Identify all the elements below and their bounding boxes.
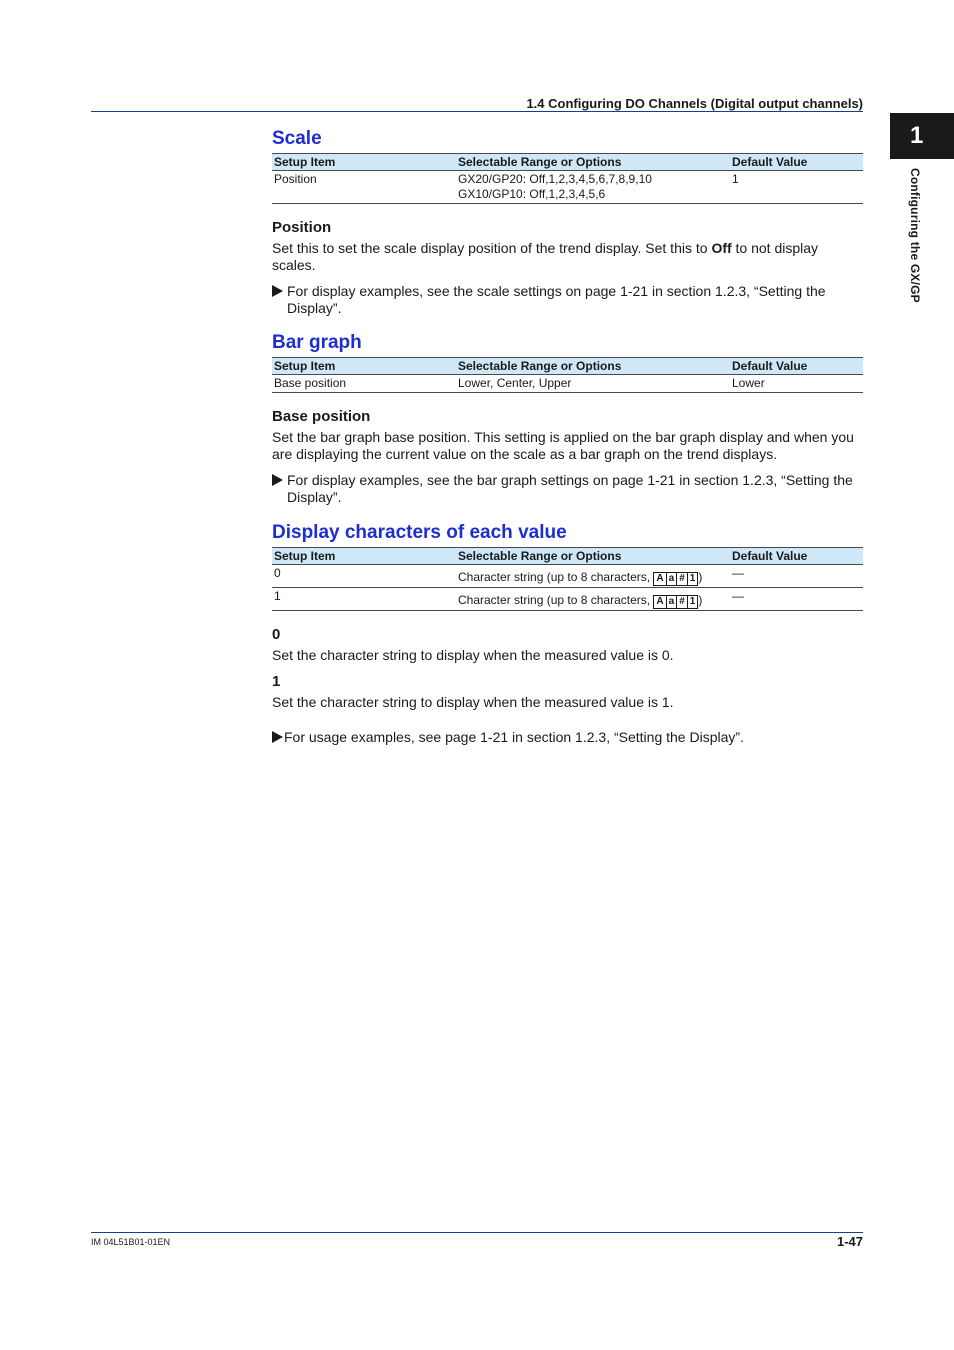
reference-arrow-icon <box>272 474 283 486</box>
character-type-keys-icon <box>653 595 698 609</box>
key-symbol: # <box>677 596 688 608</box>
section-header: 1.4 Configuring DO Channels (Digital output channels) <box>526 96 863 111</box>
value-0-description: Set the character string to display when the measured value is 0. <box>272 647 674 663</box>
display-characters-reference <box>272 729 863 746</box>
character-type-keys-icon <box>653 572 698 586</box>
bar-graph-reference <box>272 472 863 506</box>
chapter-side-label: Configuring the GX/GP <box>908 168 922 303</box>
display-characters-table <box>272 547 863 611</box>
table-cell-default: — <box>730 565 863 588</box>
reference-arrow-icon <box>272 285 283 297</box>
scale-reference <box>272 283 863 317</box>
table-row <box>272 565 863 588</box>
key-uppercase: A <box>654 596 666 608</box>
base-position-description: Set the bar graph base position. This setting is applied on the bar graph display and when you are displaying the current value on the scale as a bar graph on the trend displays. <box>272 429 854 462</box>
table-cell-range <box>456 588 730 611</box>
range-text-close: ) <box>698 593 703 607</box>
table-row <box>272 171 863 204</box>
table-cell-range <box>456 171 730 204</box>
key-lowercase: a <box>667 573 678 585</box>
range-text: Character string (up to 8 characters, <box>458 570 654 584</box>
key-lowercase: a <box>667 596 678 608</box>
table-cell-default: 1 <box>730 171 863 204</box>
table-header-range: Selectable Range or Options <box>456 548 730 565</box>
table-header-default: Default Value <box>730 358 863 375</box>
table-row <box>272 588 863 611</box>
table-header-setup-item: Setup Item <box>272 358 456 375</box>
document-id: IM 04L51B01-01EN <box>91 1237 171 1247</box>
reference-text: For display examples, see the bar graph settings on page 1-21 in section 1.2.3, “Setting the Display”. <box>287 472 853 505</box>
table-header-default: Default Value <box>730 154 863 171</box>
reference-text: For usage examples, see page 1-21 in section 1.2.3, “Setting the Display”. <box>284 729 744 745</box>
table-header-setup-item: Setup Item <box>272 154 456 171</box>
table-cell-item: Position <box>272 171 456 204</box>
table-cell-default: Lower <box>730 375 863 393</box>
table-header-range: Selectable Range or Options <box>456 154 730 171</box>
table-header-range: Selectable Range or Options <box>456 358 730 375</box>
position-subheading: Position <box>272 219 332 236</box>
value-1-subheading: 1 <box>272 673 281 690</box>
bold-term: Off <box>711 240 732 256</box>
header-divider <box>91 111 863 112</box>
value-1-description: Set the character string to display when the measured value is 1. <box>272 694 674 710</box>
scale-heading: Scale <box>272 128 322 149</box>
reference-arrow-icon <box>272 731 283 743</box>
range-text-close: ) <box>698 570 703 584</box>
key-number: 1 <box>689 573 696 584</box>
page-number: 1-47 <box>836 1234 863 1249</box>
bar-graph-heading: Bar graph <box>272 332 362 353</box>
key-number: 1 <box>689 596 696 607</box>
key-uppercase: A <box>654 573 666 585</box>
chapter-tab: 1 <box>890 113 954 159</box>
bar-graph-table <box>272 357 863 393</box>
range-text: Character string (up to 8 characters, <box>458 593 654 607</box>
scale-table <box>272 153 863 204</box>
table-header-default: Default Value <box>730 548 863 565</box>
table-cell-range: Lower, Center, Upper <box>456 375 730 393</box>
table-cell-range <box>456 565 730 588</box>
base-position-subheading: Base position <box>272 408 371 425</box>
value-0-subheading: 0 <box>272 626 281 643</box>
range-line-gx10: GX10/GP10: Off,1,2,3,4,5,6 <box>458 187 606 201</box>
table-cell-item: Base position <box>272 375 456 393</box>
footer-divider <box>91 1232 863 1233</box>
text-span: to not display scales. <box>272 240 819 273</box>
table-cell-default: — <box>730 588 863 611</box>
text-span: Set this to set the scale display position of the trend display. Set this to <box>272 240 712 256</box>
range-line-gx20: GX20/GP20: Off,1,2,3,4,5,6,7,8,9,10 <box>458 172 652 186</box>
key-symbol: # <box>677 573 688 585</box>
table-cell-item: 1 <box>272 588 456 611</box>
table-header-setup-item: Setup Item <box>272 548 456 565</box>
table-cell-item: 0 <box>272 565 456 588</box>
reference-text: For display examples, see the scale settings on page 1-21 in section 1.2.3, “Setting the Display”. <box>287 283 826 316</box>
table-row <box>272 375 863 393</box>
display-characters-heading: Display characters of each value <box>272 522 567 543</box>
position-description <box>272 240 863 274</box>
